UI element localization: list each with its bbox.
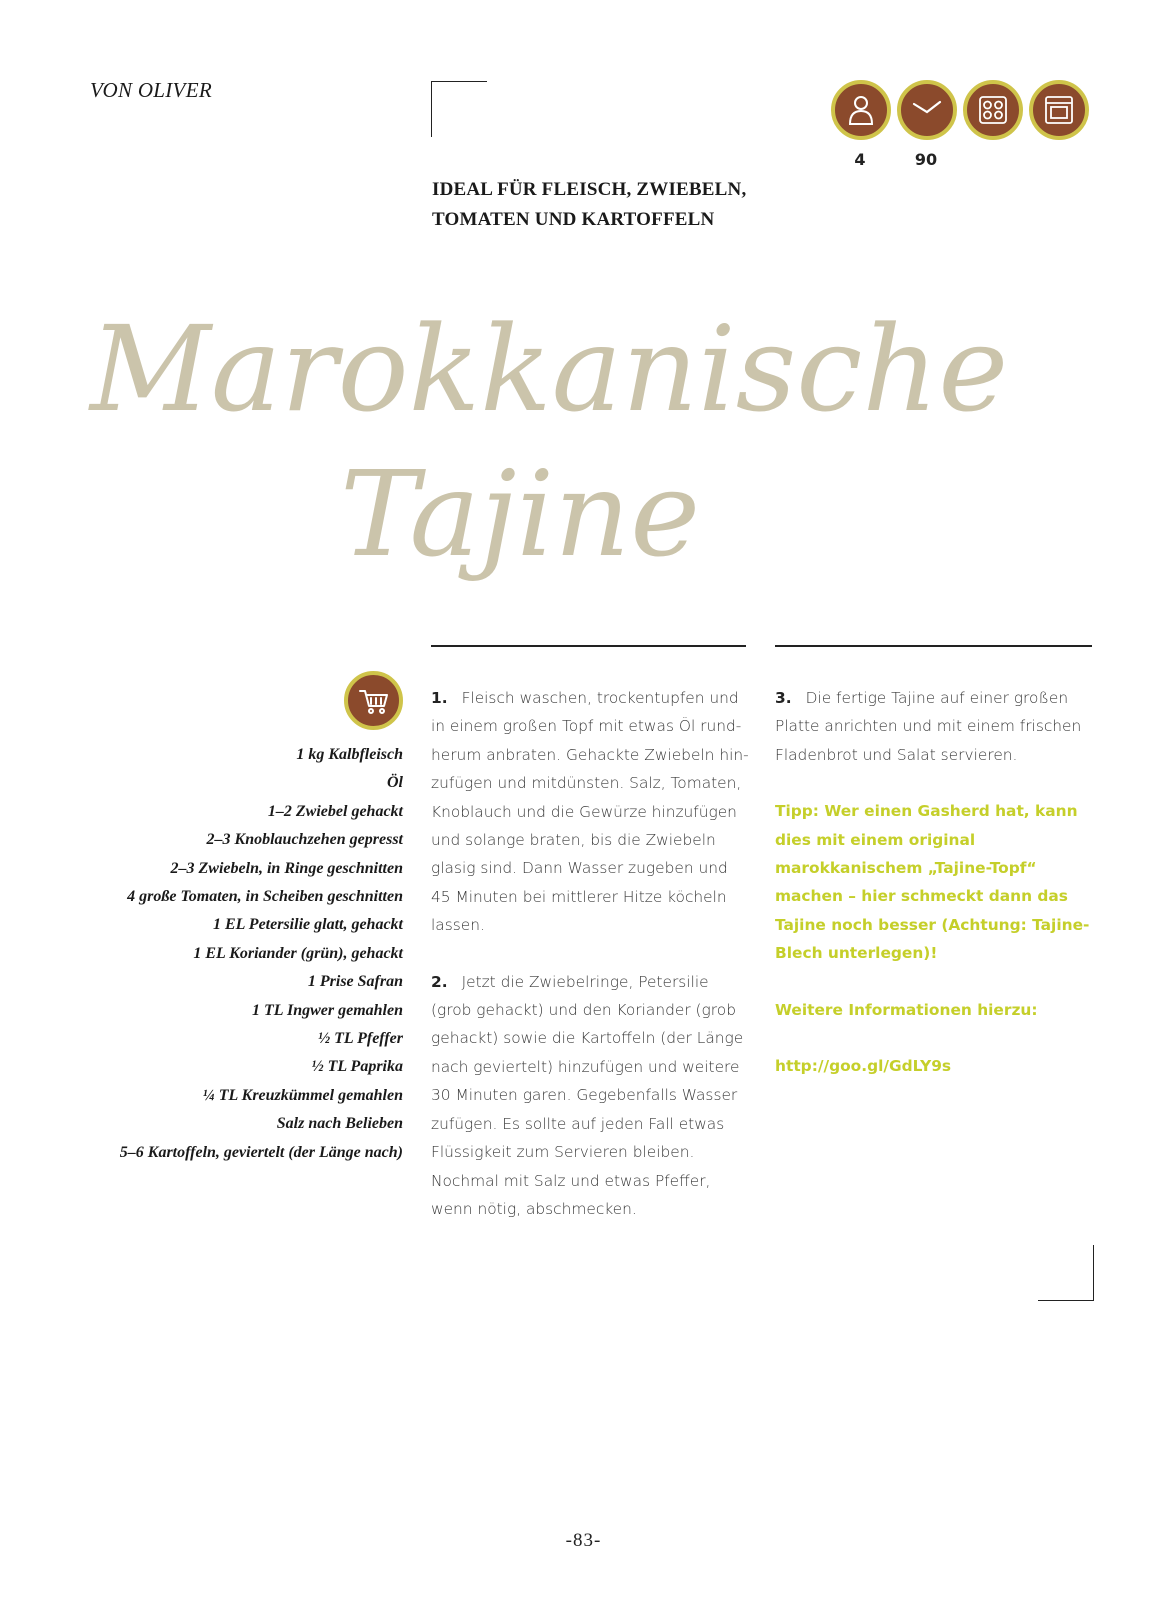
- page-number: -83-: [565, 1530, 602, 1551]
- ingredient-item: 1 Prise Safran: [307, 973, 403, 991]
- ingredient-item: ½ TL Pfeffer: [318, 1030, 403, 1048]
- step-text: Fleisch waschen, trockentupfen und in einem großen Topf mit etwas Öl rundherum anbraten. Gehackte Zwiebeln hinzufügen und mitdünsten. Salz, Tomaten, Knoblauch und die Gewürze hinzufügen und solange braten, bis die Zwiebeln glasig sind. Dann Wasser zugeben und 45 Minuten bei mittlerer Hitze köcheln lassen.: [431, 689, 749, 935]
- subtitle-line-2: TOMATEN UND KARTOFFELN: [432, 209, 715, 230]
- person-icon: [831, 80, 891, 140]
- ingredient-item: 2–3 Knoblauchzehen gepresst: [206, 831, 403, 849]
- step-3: [775, 684, 1092, 769]
- recipe-title: [80, 270, 1009, 610]
- ingredient-item: 1 TL Ingwer gemahlen: [252, 1001, 403, 1019]
- title-line-2: Tajine: [340, 445, 701, 583]
- step-1: [431, 684, 751, 940]
- column-rule-middle: [431, 645, 746, 647]
- corner-mark-top-left: [431, 81, 487, 137]
- ingredient-item: 2–3 Zwiebeln, in Ringe geschnitten: [170, 859, 403, 877]
- steps-column-middle: [431, 684, 751, 1251]
- tip-text: Tipp: Wer einen Gasherd hat, kann dies mit einem original marokkanischem „Tajine-Topf“ machen – hier schmeckt dann das Tajine noch besser (Achtung: Tajine-Blech unterlegen)!: [775, 802, 1090, 963]
- step-text: Jetzt die Zwiebelringe, Petersilie (grob gehackt) und den Koriander (grob gehackt) sowie die Kartoffeln (der Länge nach geviertelt) hinzufügen und weitere 30 Minuten garen. Gegebenfalls Wasser zufügen. Es sollte auf jeden Fall etwas Flüssigkeit zum Servieren bleiben. Nochmal mit Salz und etwas Pfeffer, wenn nötig, abschmecken.: [431, 972, 744, 1218]
- ingredient-item: 1 EL Koriander (grün), gehackt: [193, 944, 403, 962]
- step-text: Die fertige Tajine auf einer großen Platte anrichten und mit einem frischen Fladenbrot und Salat servieren.: [775, 689, 1082, 764]
- tip-link[interactable]: http://goo.gl/GdLY9s: [775, 1057, 952, 1076]
- step-number: 1.: [431, 689, 448, 707]
- ingredient-item: ½ TL Paprika: [311, 1058, 403, 1076]
- step-2: [431, 968, 751, 1224]
- oven-icon: [1029, 80, 1089, 140]
- step-number: 3.: [775, 689, 792, 707]
- ingredient-item: ¼ TL Kreuzkümmel gemahlen: [202, 1086, 403, 1104]
- shopping-cart-icon: [344, 671, 403, 730]
- subtitle-line-1: IDEAL FÜR FLEISCH, ZWIEBELN,: [432, 179, 747, 200]
- title-line-1: Marokkanische: [90, 300, 1009, 438]
- tip-more-info: Weitere Informationen hierzu:: [775, 1000, 1038, 1019]
- ingredient-item: 1 kg Kalbfleisch: [296, 746, 403, 763]
- time-value: 90: [914, 150, 938, 169]
- recipe-subtitle: [432, 175, 746, 235]
- steps-column-right: [775, 684, 1092, 1108]
- author-label: VON OLIVER: [90, 78, 212, 102]
- servings-value: 4: [854, 150, 866, 169]
- ingredient-item: Salz nach Belieben: [276, 1115, 403, 1133]
- ingredient-item: Öl: [387, 774, 403, 792]
- step-number: 2.: [431, 972, 448, 991]
- corner-mark-bottom-right: [1038, 1245, 1094, 1301]
- ingredient-item: 5–6 Kartoffeln, geviertelt (der Länge nach): [119, 1143, 403, 1161]
- ingredient-item: 1–2 Zwiebel gehackt: [267, 802, 403, 820]
- stovetop-icon: [963, 80, 1023, 140]
- column-rule-right: [775, 645, 1092, 647]
- ingredient-item: 1 EL Petersilie glatt, gehackt: [212, 916, 403, 934]
- ingredient-list: [60, 741, 403, 1167]
- clock-icon: [897, 80, 957, 140]
- ingredient-item: 4 große Tomaten, in Scheiben geschnitten: [127, 888, 403, 906]
